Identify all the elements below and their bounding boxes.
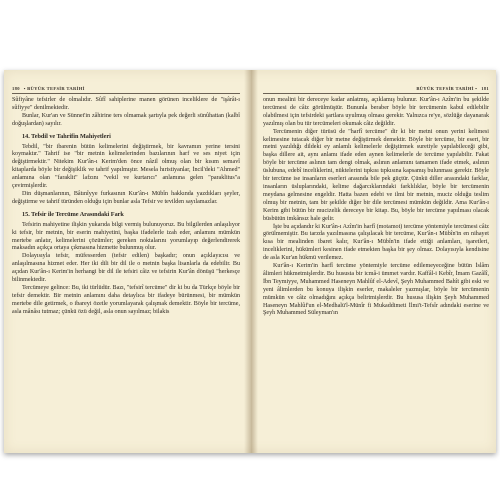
left-page-body bbox=[12, 97, 240, 317]
running-header bbox=[12, 84, 240, 92]
paragraph: İşte bu açıdandır ki Kur'ân-ı Azîm'in harfî (motamot) tercüme yöntemiyle tercümesi câiz görülmemiştir. Bu tarzda yazılmasına çalışılacak bir tercüme, Kur'ân-ı Mübîn'in en nihayet kısa bir mealinden ibaret kalır, Kur'ân-ı Mübîn'in ifade ettiği anlamları, işaretleri, inceliklerini, hükümleri kesinen ifade etmekten başka bir şey olmaz. Dolayısıyla kendisine de asla Kur'an hükmü verilemez. bbox=[263, 223, 489, 262]
paragraph: Tefsirin mahiyetine ilişkin yukarıda bilgi vermiş bulunuyoruz. Bu bilgilerden anlaşılıyor ki tefsir, bir metnin, bir eserin mahiyetini, başka ifadelerle izah eder, anlamını mümkün mertebe anlatır, kelimelerini çözümler; gereken noktalarını yorumlayıp değerlendirerek maksadın açıkça ortaya çıkmasına hizmette bulunmuş olur. bbox=[12, 221, 240, 252]
page-number: 180 bbox=[12, 85, 20, 91]
section-heading: 15. Tefsir ile Tercüme Arasındaki Fark bbox=[22, 210, 124, 218]
header-rule bbox=[12, 93, 240, 94]
open-book bbox=[4, 70, 496, 453]
right-page-body bbox=[263, 97, 489, 318]
running-header bbox=[263, 84, 489, 92]
paragraph: Tercümenin diğer türüsü de "harfî tercüme" dir ki bir metni onun yerini kelimesi kelimesine tutacak diğer bir metne değiştirmek demektir. Böyle bir tercüme, bir eseri, bir metni yazıldığı dildeki ey anlamlı kelimelerle değiştirmek suretiyle yapılabileceği gibi, başka dillere ait, aynı anlamı ifade eden aynen kelimelerle de tercüme yapılabilir. Fakat böyle bir tercüme aslının tam dengi olmak, aslının anlamını tamamen ifade etmek, aslının üslubuna, edebî inceliklerini, nüktelerini tıpkısı tıpkısına kapsamış bulunması gerekir. Böyle bir tercüme ise insanların eserleri arasında bile pek güçtür. Çünkü diller arasındaki farklar, insanların üsluplarındaki, kelime dağarcıklarındaki farklılıklar, böyle bir tercümenin meydana gelmesine engeldir. Hatta bazen edebi ve ilmi bir metnin, muciz olduğu teslim olmuş bir metnin, tam bir şekilde diğer bir dile tercümesi mümkün değildir. Ama Kur'ân-ı Kerim gibi bütün bir mucizelik dereceye bir kitap. Bu, böyle bir tercüme yapılması olacak büsbütün imkânsız hale gelir. bbox=[263, 128, 489, 222]
page-number: 181 bbox=[481, 85, 489, 91]
paragraph: Tercümeye gelince: Bu, iki türlüdür. Bazı, "tefsirî tercüme" dir ki bu da Türkçe böyle bir tefsir demektir. Bir metnin anlamını daha detaylıca bir ifadeye bürünmesi, bir mümkün mertebe dile getirmek, o ibareyi özetle yorumlayarak çalışmak demektir. Böyle bir tercüme, asla mânâsı tutmaz; çünkü özü değil, asla onun sayılmaz; bilakis bbox=[12, 284, 240, 315]
section-heading: 14. Tebdil ve Tahrifin Mahiyetleri bbox=[22, 132, 111, 140]
left-page bbox=[12, 84, 240, 317]
running-title: • BÜYÜK TEFSİR TARİHİ bbox=[23, 85, 85, 91]
paragraph: onun mealini bir dereceye kadar anlatmış, açıklamış bulunur. Kur'ân-ı Azîm'in bu şekilde tercümesi de câiz görülmüştür. Bununla beraber böyle bir tercümenin kabul edilebilir olabilmesi için tefsirdeki şartlara uyulmuş olması gerekir. Yalnızca re'ye, sözlüğe dayanarak yazılmış olan bu tür tercümeleri okumak câiz değildir. bbox=[263, 97, 489, 127]
paragraph: Tebdil, "bir ibarenin bütün kelimelerini değiştirmek, bir kavramın yerine tersini koymaktır." Tahrif ise "bir metnin kelimelerinden bazılarının harf ve ses niyet için değiştirmektir." Nitekim Kur'ân-ı Kerim'den önce nâzil olmuş olan bir kısım semavî kitaplarda böyle bir değişiklik ve tahrif yapılmıştır. Mesela hıristiyanlar, İncil'deki "Ahmed" anlamına olan "faraklit" lafzını "vekil ve kurtarıcı" anlamına gelen "paraklitus"a çevirmişlerdir. bbox=[12, 143, 240, 190]
paragraph: Kur'ân-ı Kerim'in harfî tercüme yöntemiyle tercüme edilemeyeceğine bütün İslâm âlimleri hükmetmişlerdir. Bu hususta bir icmâ-i ümmet vardır. Kaffâl-i Kebîr, İmam Gazâlî, İbn Teymiyye, Muhammed Haseneyn Mahlûf el-Adevî, Şeyh Muhammed Bahît gibi eski ve yeni âlimlerden bu konuya ilişkin eserler, makaleler yazmışlar, böyle bir tercümenin mümkün ve câiz olmadığını açıkça belirtmişlerdir. Bu hususa ilişkin Şeyh Muhammed Haseneyn Mahlûf'un el-Medhalü'l-Münîr fi Mukaddimeti İlmi't-Tefsîr adındaki eserine ve Şeyh Muhammed Süleyman'ın bbox=[263, 263, 489, 317]
book-gutter bbox=[244, 70, 258, 453]
paragraph: Sûfiyâne tefsirler de olmalıdır. Sûfî sahiplerine manen görünen inceliklere de "işârât-ı sûfiyye" denilmektedir. bbox=[12, 97, 240, 111]
paragraph: Bunlar, Kur'an ve Sünnet'in zâhirine ters olmamak şartıyla pek değerli sünûhattan (kalbî doğuşlardan) sayılır. bbox=[12, 112, 240, 127]
right-page bbox=[263, 84, 489, 318]
header-rule bbox=[263, 93, 489, 94]
running-title: BÜYÜK TEFSİR TARİHİ • bbox=[416, 85, 478, 91]
paragraph: Din düşmanlarının, Bâtınîyye furkasının Kur'ân-ı Mübîn hakkında yazdıkları şeyler, değiştirme ve tahrif türünden olduğu için bunlar asla Tefsir ve tevilden sayılamazlar. bbox=[12, 190, 240, 205]
paragraph: Dolayısıyla tefsir, müfesserden (tefsir edilen) başkadır; onun açıklayıcısı ve anlaşılmasına hizmet eder. Her iki dili bir dil ile o metnin başka lisanlarla da edebilir. Bu açıdan Kur'ân-ı Kerim'in herhangi bir dil ile tefsiri câiz ve tefsirin Kur'ân dönüşü "herkesçe bilinmektedir. bbox=[12, 253, 240, 284]
